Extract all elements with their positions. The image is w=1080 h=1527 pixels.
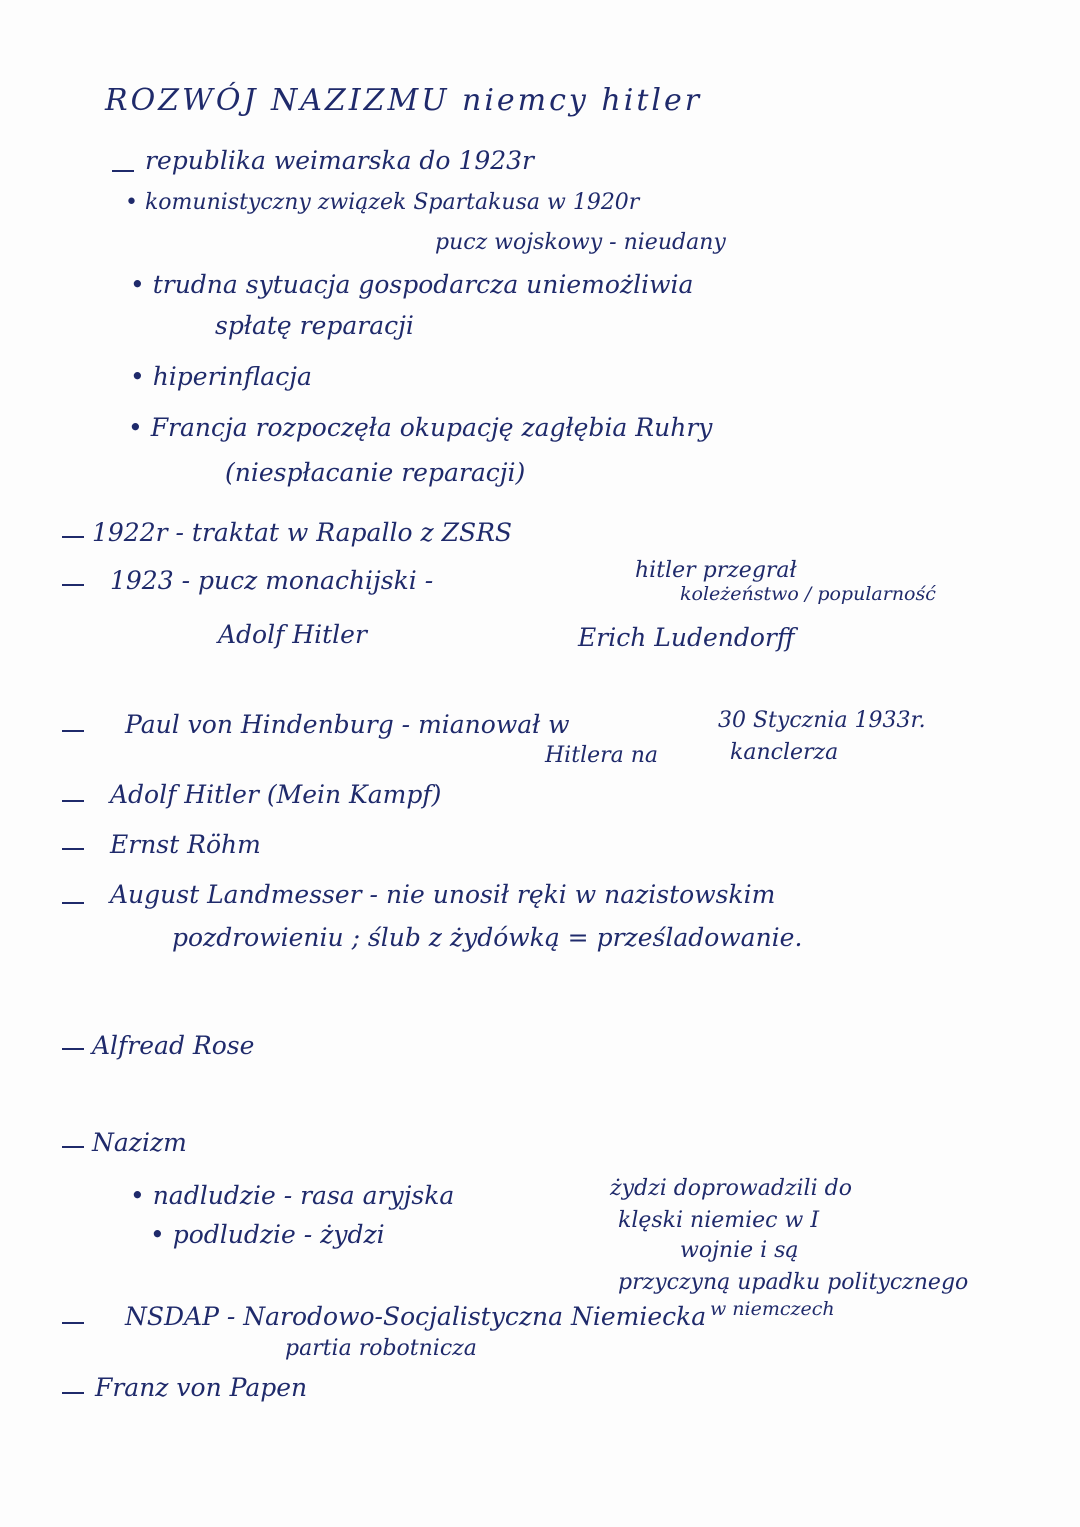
note-line: • nadludzie - rasa aryjska bbox=[130, 1181, 455, 1210]
note-line: pozdrowieniu ; ślub z żydówką = prześladowanie. bbox=[172, 923, 803, 952]
note-line: • trudna sytuacja gospodarcza uniemożliwia bbox=[130, 270, 694, 299]
note-line: (niespłacanie reparacji) bbox=[225, 458, 526, 487]
note-line: hitler przegrał bbox=[635, 558, 797, 583]
note-line: wojnie i są bbox=[680, 1238, 799, 1263]
note-line: • Francja rozpoczęła okupację zagłębia Ruhry bbox=[128, 413, 713, 442]
bullet-dash bbox=[62, 1048, 84, 1050]
note-line: klęski niemiec w I bbox=[618, 1208, 820, 1233]
note-line: 1922r - traktat w Rapallo z ZSRS bbox=[92, 518, 513, 547]
note-line: Nazizm bbox=[92, 1128, 187, 1157]
bullet-dash bbox=[62, 902, 84, 904]
note-line: spłatę reparacji bbox=[215, 311, 414, 340]
note-line: • komunistyczny związek Spartakusa w 1920r bbox=[125, 190, 640, 215]
bullet-dash bbox=[62, 1146, 84, 1148]
bullet-dash bbox=[62, 730, 84, 732]
note-line: Hitlera na bbox=[545, 743, 659, 768]
note-line: republika weimarska do 1923r bbox=[145, 146, 535, 175]
note-line: Erich Ludendorff bbox=[578, 623, 795, 652]
note-line: 1923 - pucz monachijski - bbox=[110, 566, 434, 595]
note-line: 30 Stycznia 1933r. bbox=[718, 708, 926, 733]
bullet-dash bbox=[62, 848, 84, 850]
note-line: August Landmesser - nie unosił ręki w nazistowskim bbox=[110, 880, 776, 909]
bullet-dash bbox=[62, 1322, 84, 1324]
note-line: żydzi doprowadzili do bbox=[610, 1176, 852, 1201]
note-line: NSDAP - Narodowo-Socjalistyczna Niemiecka bbox=[125, 1302, 707, 1331]
note-line: Adolf Hitler (Mein Kampf) bbox=[110, 780, 442, 809]
note-line: Ernst Röhm bbox=[110, 830, 261, 859]
note-line: Alfread Rose bbox=[92, 1031, 255, 1060]
note-line: Adolf Hitler bbox=[218, 620, 367, 649]
bullet-dash bbox=[62, 800, 84, 802]
note-line: • podludzie - żydzi bbox=[150, 1220, 385, 1249]
note-line: przyczyną upadku politycznego bbox=[618, 1270, 969, 1295]
note-line: Paul von Hindenburg - mianował w bbox=[125, 710, 570, 739]
note-line: pucz wojskowy - nieudany bbox=[435, 230, 726, 255]
note-line: kanclerza bbox=[730, 740, 839, 765]
bullet-dash bbox=[62, 1392, 84, 1394]
note-line: partia robotnicza bbox=[285, 1336, 477, 1361]
note-line: koleżeństwo / popularność bbox=[680, 583, 936, 605]
note-line: Franz von Papen bbox=[95, 1373, 308, 1402]
notes-title: ROZWÓJ NAZIZMU niemcy hitler bbox=[105, 83, 703, 118]
note-line: w niemczech bbox=[710, 1298, 835, 1320]
bullet-dash bbox=[62, 584, 84, 586]
bullet-dash bbox=[112, 170, 134, 172]
note-line: • hiperinflacja bbox=[130, 362, 312, 391]
bullet-dash bbox=[62, 536, 84, 538]
